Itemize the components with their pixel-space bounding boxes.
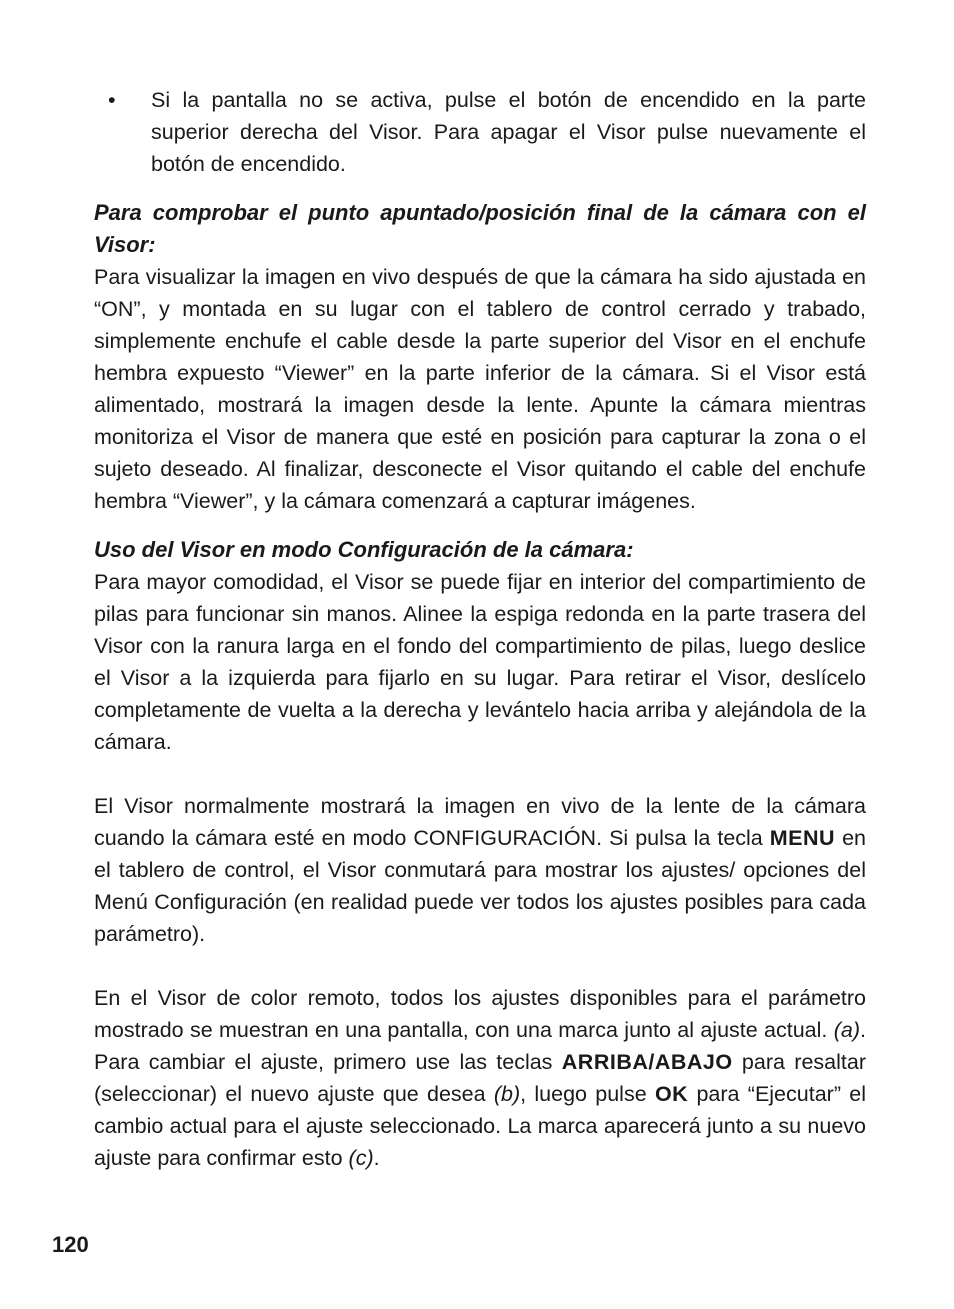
text-run: En el Visor de color remoto, todos los ajustes disponibles para el parámetro mostrado se muestran en una pantalla, con una marca junto al ajuste actual. (94, 986, 866, 1042)
text-run: para “Ejecutar” el cambio actual para el ajuste seleccionado. La marca aparecerá junto a su nuevo ajuste para confirmar esto (94, 1082, 866, 1170)
text-run: en el tablero de control, el Visor conmutará para mostrar los ajustes/ opciones del Menú Configuración (en realidad puede ver todos los ajustes posibles para cada parámetro). (94, 826, 867, 946)
figure-ref-a: (a) (833, 1018, 861, 1042)
paragraph-change-setting (94, 982, 866, 1174)
document-page (94, 84, 866, 1174)
figure-ref-c: (c) (348, 1146, 374, 1170)
paragraph-aim-check: Para visualizar la imagen en vivo después de que la cámara ha sido ajustada en “ON”, y montada en su lugar con el tablero de control cerrado y trabado, simplemente enchufe el cable desde la parte superior del Visor en el enchufe hembra expuesto “Viewer” en la parte inferior de la cámara. Si el Visor está alimentado, mostrará la imagen desde la lente. Apunte la cámara mientras monitoriza el Visor de manera que esté en posición para capturar la zona o el sujeto deseado. Al finalizar, desconecte el Visor quitando el cable del enchufe hembra “Viewer”, y la cámara comenzará a capturar imágenes. (94, 265, 866, 513)
bullet-marker: • (108, 88, 116, 112)
ok-key-label: OK (654, 1082, 689, 1106)
paragraph-menu (94, 790, 866, 950)
paragraph-mounting: Para mayor comodidad, el Visor se puede fijar en interior del compartimiento de pilas para funcionar sin manos. Alinee la espiga redonda en la parte trasera del Visor con la ranura larga en el fondo del compartimiento de pilas, luego deslice el Visor a la izquierda para fijarlo en su lugar. Para retirar el Visor, deslícelo completamente de vuelta a la derecha y levántelo hacia arriba y alejándola de la cámara. (94, 570, 866, 754)
text-run: . Para cambiar el ajuste, primero use las teclas (94, 1018, 866, 1074)
section-heading-aim-check: Para comprobar el punto apuntado/posición final de la cámara con el Visor: (94, 200, 866, 257)
text-run: , luego pulse (520, 1082, 655, 1106)
bullet-item (94, 84, 866, 180)
text-run: para resaltar (seleccionar) el nuevo ajuste que desea (94, 1050, 866, 1106)
updown-key-label: ARRIBA/ABAJO (561, 1050, 733, 1074)
figure-ref-b: (b) (493, 1082, 521, 1106)
page-number: 120 (52, 1232, 89, 1257)
menu-key-label: MENU (769, 826, 836, 850)
bullet-text: Si la pantalla no se activa, pulse el botón de encendido en la parte superior derecha del Visor. Para apagar el Visor pulse nuevamente el botón de encendido. (151, 88, 866, 176)
text-run: . (373, 1146, 380, 1170)
text-run: El Visor normalmente mostrará la imagen en vivo de la lente de la cámara cuando la cámara esté en modo CONFIGURACIÓN. Si pulsa la tecla (94, 794, 866, 850)
section-heading-setup-mode: Uso del Visor en modo Configuración de la cámara: (94, 537, 634, 562)
